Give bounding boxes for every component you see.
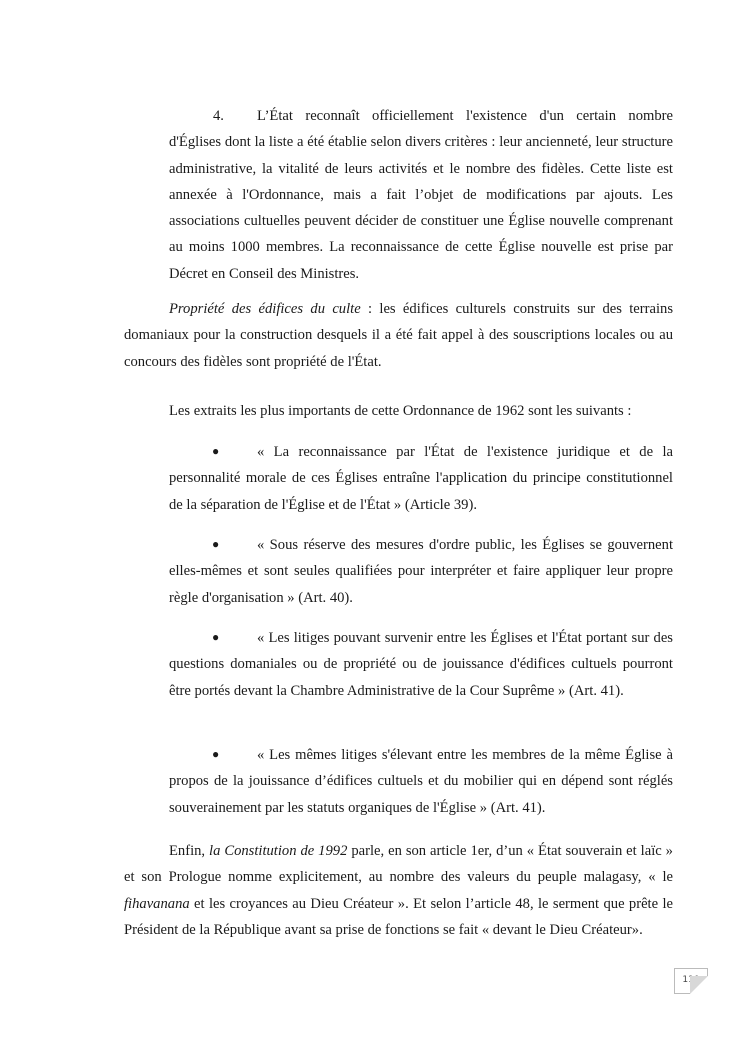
enfin-text-1: Enfin, [169, 843, 210, 859]
bullet-icon: ● [212, 747, 220, 761]
bullet-icon: ● [212, 630, 220, 644]
list-item-text: « Sous réserve des mesures d'ordre public, les Églises se gouvernent elles-mêmes et sont seules qualifiées pour interpréter et faire appliquer leur propre règle d'organisation » (Art. 40). [169, 537, 673, 606]
list-item [169, 438, 673, 518]
propriete-text: : les édifices culturels construits sur des terrains domaniaux pour la construction desquels il a été fait appel à des souscriptions locales ou au concours des fidèles sont propriété de l'État. [124, 301, 673, 370]
paragraph-enfin [124, 838, 673, 943]
list-item-text: « Les litiges pouvant survenir entre les Églises et l'État portant sur des questions domaniales ou de propriété ou de jouissance d'édifices cultuels pourront être portés devant la Chambre Administrative de la Cour Suprême » (Art. 41). [169, 630, 673, 699]
constitution-title: la Constitution de 1992 [209, 843, 348, 859]
list-item [169, 531, 673, 611]
list-item [169, 741, 673, 821]
fihavanana-term: fihavanana [124, 895, 190, 912]
enfin-text-2: parle, en son article 1er, d’un « État souverain et laïc » et son Prologue nomme explicitement, au nombre des valeurs du peuple malagasy, « le [124, 843, 673, 886]
page-number: 110 [674, 968, 708, 994]
propriete-heading: Propriété des édifices du culte [169, 301, 361, 317]
paragraph-number: 4. [213, 108, 224, 124]
paragraph-4 [169, 103, 673, 287]
paragraph-4-text: L’État reconnaît officiellement l'existence d'un certain nombre d'Églises dont la liste a été établie selon divers critères : leur ancienneté, leur structure administrative, la vitalité de leurs activités et le nombre des fidèles. Cette liste est annexée à l'Ordonnance, mais a fait l’objet de modifications par ajouts. Les associations cultuelles peuvent décider de constituer une Église nouvelle comprenant au moins 1000 membres. La reconnaissance de cette Église nouvelle est prise par Décret en Conseil des Ministres. [169, 108, 673, 282]
list-item-text: « La reconnaissance par l'État de l'existence juridique et de la personnalité morale de ces Églises entraîne l'application du principe constitutionnel de la séparation de l'Église et de l'État » (Article 39). [169, 444, 673, 513]
paragraph-propriete [124, 296, 673, 375]
enfin-text-3: et les croyances au Dieu Créateur ». Et selon l’article 48, le serment que prête le Président de la République avant sa prise de fonctions se fait « devant le Dieu Créateur». [124, 895, 673, 938]
bullet-icon: ● [212, 444, 220, 458]
extracts-intro: Les extraits les plus importants de cette Ordonnance de 1962 sont les suivants : [169, 403, 632, 419]
bullet-icon: ● [212, 537, 220, 551]
list-item-text: « Les mêmes litiges s'élevant entre les membres de la même Église à propos de la jouissance d’édifices cultuels et du mobilier qui en dépend sont réglés souverainement par les statuts organiques de l'Église » (Art. 41). [169, 747, 673, 816]
list-item [169, 624, 673, 704]
